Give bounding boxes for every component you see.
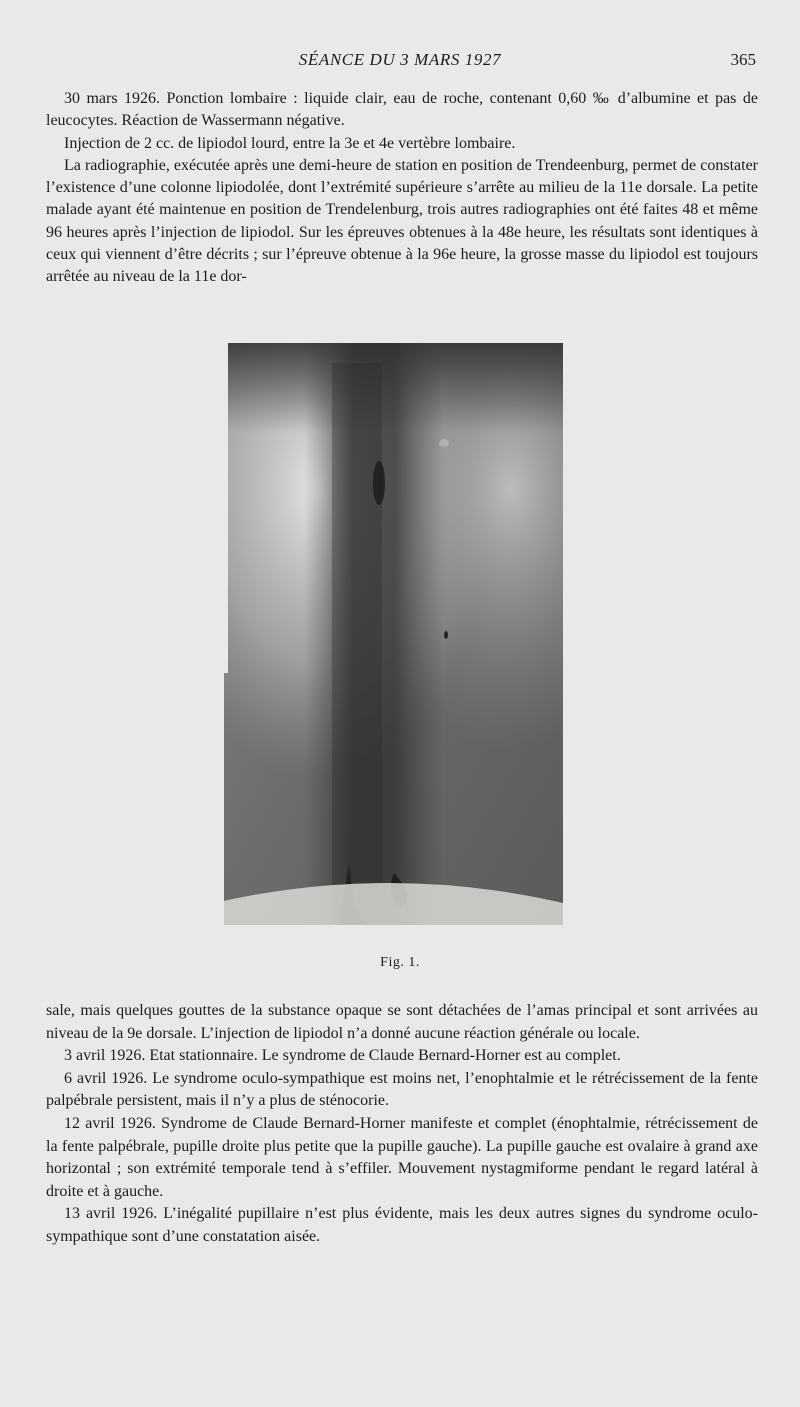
- header-title: SÉANCE DU 3 MARS 1927: [298, 50, 502, 69]
- paragraph-ponction: 30 mars 1926. Ponction lombaire : liquide clair, eau de roche, contenant 0,60 ‰ d’albumine et pas de leucocytes. Réaction de Wassermann négative.: [46, 90, 758, 130]
- paragraph-13-avril: 13 avril 1926. L’inégalité pupillaire n’est plus évidente, mais les deux autres signes du syndrome oculo-sympathique sont d’une constatation aisée.: [46, 1205, 758, 1245]
- radiograph-figure: [214, 343, 563, 925]
- page-number: 365: [730, 50, 756, 69]
- paragraph-continuation: sale, mais quelques gouttes de la substance opaque se sont détachées de l’amas principal et sont arrivées au niveau de la 9e dorsale. L’injection de lipiodol n’a donné aucune réaction générale ou locale.: [46, 1002, 758, 1042]
- body-text-top: [46, 88, 758, 289]
- paragraph-6-avril: 6 avril 1926. Le syndrome oculo-sympathique est moins net, l’enophtalmie et le rétrécissement de la fente palpébrale persistent, mais il n’y a plus de sténocorie.: [46, 1069, 758, 1110]
- body-text-bottom: [46, 1000, 758, 1249]
- paragraph-injection: Injection de 2 cc. de lipiodol lourd, entre la 3e et 4e vertèbre lombaire.: [64, 134, 516, 152]
- paragraph-radiographie: La radiographie, exécutée après une demi-heure de station en position de Trendeenburg, permet de constater l’existence d’une colonne lipiodolée, dont l’extrémité supérieure s’arrête au milieu de la 11e dorsale. La petite malade ayant été maintenue en position de Trendelenburg, trois autres radiographies ont été faites 48 et même 96 heures après l’injection de lipiodol. Sur les épreuves obtenues à la 48e heure, les résultats sont identiques à ceux qui viennent d’être décrits ; sur l’épreuve obtenue à la 96e heure, la grosse masse du lipiodol est toujours arrêtée au niveau de la 11e dor-: [46, 156, 758, 286]
- running-header: [0, 50, 800, 74]
- paragraph-3-avril: 3 avril 1926. Etat stationnaire. Le syndrome de Claude Bernard-Horner est au complet.: [64, 1047, 621, 1065]
- radiograph-image: [214, 343, 563, 925]
- paragraph-12-avril: 12 avril 1926. Syndrome de Claude Bernard-Horner manifeste et complet (énophtalmie, rétrécissement de la fente palpébrale, pupille droite plus petite que la pupille gauche). La pupille gauche est ovalaire à grand axe horizontal ; son extrémité temporale tend à s’effiler. Mouvement nystagmiforme pendant le regard latéral à droite et à gauche.: [46, 1114, 758, 1200]
- figure-caption: Fig. 1.: [380, 955, 420, 970]
